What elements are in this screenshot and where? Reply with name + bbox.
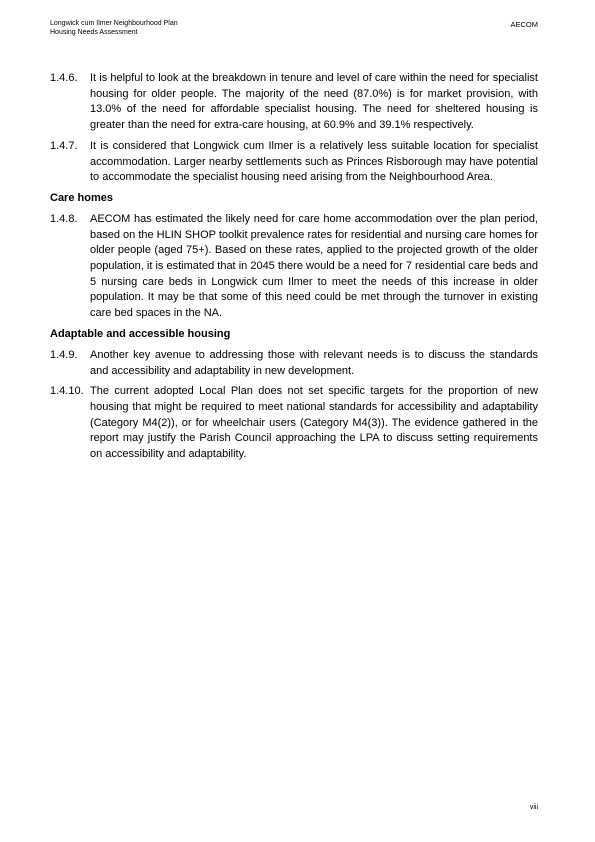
paragraph-1-4-7 [50,139,538,186]
paragraph-number: 1.4.9. [50,348,78,361]
document-title-block [50,19,178,37]
paragraph-number: 1.4.6. [50,72,78,84]
page-number: viii [529,804,538,811]
section-heading-care-homes: Care homes [50,191,113,204]
paragraph-1-4-6 [50,71,538,134]
paragraph-text: Another key avenue to addressing those with relevant needs is to discuss the standards and accessibility and adaptability in new development. [90,348,538,377]
paragraph-1-4-9 [50,348,538,379]
document-title: Longwick cum Ilmer Neighbourhood Plan [50,20,178,27]
section-heading-adaptable-housing: Adaptable and accessible housing [50,327,231,340]
paragraph-number: 1.4.8. [50,212,78,225]
paragraph-1-4-8 [50,212,538,322]
brand-label: AECOM [510,20,538,29]
paragraph-number: 1.4.7. [50,139,78,152]
document-subtitle: Housing Needs Assessment [50,29,138,36]
paragraph-text: AECOM has estimated the likely need for care home accommodation over the plan period, based on the HLIN SHOP toolkit prevalence rates for residential and nursing care homes for older people (aged 75+). Based on these rates, applied to the projected growth of the older population, it is estimated that in 2045 there would be a need for 7 residential care beds and 5 nursing care beds in Longwick cum Ilmer to meet the needs of this increase in older population. It may be that some of this need could be met through the turnover in existing care bed spaces in the NA. [90,212,538,320]
paragraph-text: It is considered that Longwick cum Ilmer is a relatively less suitable location for specialist accommodation. Larger nearby settlements such as Princes Risborough may have potential to accommodate the specialist housing need arising from the Neighbourhood Area. [90,139,538,184]
main-content [50,71,538,468]
paragraph-text: The current adopted Local Plan does not set specific targets for the proportion of new housing that might be required to meet national standards for accessibility and adaptability (Category M4(2)), or for wheelchair users (Category M4(3)). The evidence gathered in the report may justify the Parish Council approaching the LPA to discuss setting requirements on accessibility and adaptability. [90,385,538,461]
page-header [50,19,538,37]
paragraph-text: It is helpful to look at the breakdown in tenure and level of care within the need for specialist housing for older people. The majority of the need (87.0%) is for market provision, with 13.0% of the need for affordable specialist housing. The need for sheltered housing is greater than the need for extra-care housing, at 60.9% and 39.1% respectively. [90,72,538,132]
paragraph-number: 1.4.10. [50,385,84,398]
paragraph-1-4-10 [50,384,538,463]
